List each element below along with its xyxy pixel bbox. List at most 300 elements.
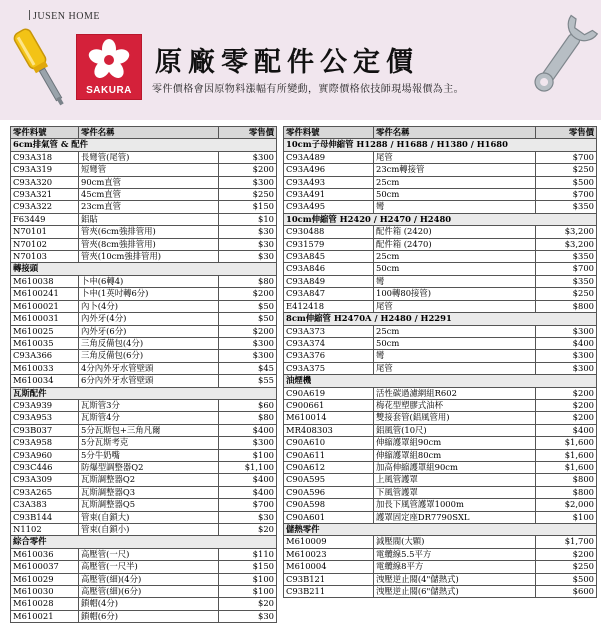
retail-price: $350 — [536, 251, 597, 263]
table-row — [11, 573, 277, 585]
table-row — [11, 586, 277, 598]
table-row — [11, 226, 277, 238]
table-row — [11, 412, 277, 424]
retail-price: $30 — [219, 251, 277, 263]
part-name: 雙接套管(鋁風管用) — [374, 412, 536, 424]
part-name: 上風管護罩 — [374, 474, 536, 486]
table-row — [11, 201, 277, 213]
retail-price: $700 — [536, 151, 597, 163]
sakura-flower-icon — [87, 38, 131, 82]
retail-price: $200 — [219, 325, 277, 337]
retail-price: $1,700 — [536, 536, 597, 548]
category-row — [284, 313, 597, 325]
part-name: 梅花型塑膠式油杯 — [374, 399, 536, 411]
table-row — [284, 437, 597, 449]
table-row — [11, 164, 277, 176]
table-row — [11, 461, 277, 473]
table-row — [284, 263, 597, 275]
part-code: C93A373 — [284, 325, 374, 337]
retail-price: $1,600 — [536, 437, 597, 449]
retail-price: $300 — [219, 176, 277, 188]
part-name: 23cm轉接管 — [374, 164, 536, 176]
retail-price: $30 — [219, 226, 277, 238]
part-name: 瓦斯調整器Q2 — [79, 474, 219, 486]
left-price-table — [10, 126, 277, 623]
part-name: 50cm — [374, 263, 536, 275]
part-name: 鎖帽(6分) — [79, 610, 219, 622]
part-code: M610023 — [284, 548, 374, 560]
retail-price: $20 — [219, 524, 277, 536]
retail-price: $300 — [536, 362, 597, 374]
part-code: E412418 — [284, 300, 374, 312]
retail-price: $300 — [536, 325, 597, 337]
table-row — [284, 201, 597, 213]
part-name: 三角反備包(4分) — [79, 337, 219, 349]
category-label: 6cm排氣管 & 配件 — [11, 139, 277, 151]
table-row — [284, 412, 597, 424]
table-row — [11, 288, 277, 300]
part-name: 卜申(6轉4) — [79, 275, 219, 287]
header-banner — [0, 0, 601, 120]
table-row — [284, 164, 597, 176]
retail-price: $30 — [219, 610, 277, 622]
part-code: C90A598 — [284, 499, 374, 511]
retail-price: $400 — [536, 424, 597, 436]
category-label: 8cm伸縮管 H2470A / H2480 / H2291 — [284, 313, 597, 325]
retail-price: $200 — [536, 548, 597, 560]
table-row — [11, 511, 277, 523]
retail-price: $100 — [219, 449, 277, 461]
retail-price: $500 — [536, 573, 597, 585]
part-name: 尾管 — [374, 151, 536, 163]
part-name: 減壓閥(大顆) — [374, 536, 536, 548]
part-code: F63449 — [11, 213, 79, 225]
table-row — [11, 548, 277, 560]
retail-price: $600 — [536, 586, 597, 598]
retail-price: $800 — [536, 486, 597, 498]
table-row — [284, 511, 597, 523]
part-code: C93A491 — [284, 189, 374, 201]
part-name: 洩壓逆止閥(4"儲熱式) — [374, 573, 536, 585]
retail-price: $80 — [219, 275, 277, 287]
part-code: C93C446 — [11, 461, 79, 473]
part-name: 高壓管(細)(4分) — [79, 573, 219, 585]
part-code: C93A319 — [11, 164, 79, 176]
part-name: 彎 — [374, 275, 536, 287]
part-code: M610021 — [11, 610, 79, 622]
retail-price: $30 — [219, 511, 277, 523]
part-name: 彎 — [374, 201, 536, 213]
part-name: 5分瓦斯考克 — [79, 437, 219, 449]
retail-price: $3,200 — [536, 238, 597, 250]
part-code: M610036 — [11, 548, 79, 560]
part-name: 25cm — [374, 251, 536, 263]
part-code: M6100241 — [11, 288, 79, 300]
part-code: C90A619 — [284, 387, 374, 399]
category-label: 瓦斯配件 — [11, 387, 277, 399]
part-name: 加高伸縮護罩組90cm — [374, 461, 536, 473]
part-code: C93A376 — [284, 350, 374, 362]
table-row — [284, 251, 597, 263]
retail-price: $300 — [219, 337, 277, 349]
part-code: C93A489 — [284, 151, 374, 163]
part-code: M610034 — [11, 375, 79, 387]
table-row — [11, 486, 277, 498]
part-code: C93A375 — [284, 362, 374, 374]
part-name: 電纜線8平方 — [374, 561, 536, 573]
part-code: M610028 — [11, 598, 79, 610]
table-row — [11, 449, 277, 461]
part-code: C93A309 — [11, 474, 79, 486]
part-code: C93A847 — [284, 288, 374, 300]
table-row — [11, 238, 277, 250]
retail-price: $60 — [219, 399, 277, 411]
table-row — [11, 598, 277, 610]
table-row — [11, 313, 277, 325]
part-name: 加長下風管護罩1000m — [374, 499, 536, 511]
part-code: C93A322 — [11, 201, 79, 213]
table-row — [284, 548, 597, 560]
category-row — [11, 387, 277, 399]
part-name: 尾管 — [374, 300, 536, 312]
table-row — [11, 251, 277, 263]
brand-name: JUSEN HOME — [26, 10, 100, 22]
part-name: 25cm — [374, 325, 536, 337]
part-name: 活性碳過濾網組R602 — [374, 387, 536, 399]
part-code: C93A496 — [284, 164, 374, 176]
part-name: 管夾(8cm強排管用) — [79, 238, 219, 250]
screwdriver-icon — [6, 18, 76, 113]
table-row — [11, 437, 277, 449]
column-header: 零件料號 — [284, 127, 374, 139]
part-name: 下風管護罩 — [374, 486, 536, 498]
table-row — [284, 499, 597, 511]
part-code: C90A596 — [284, 486, 374, 498]
part-name: 電纜線5.5平方 — [374, 548, 536, 560]
table-row — [284, 474, 597, 486]
table-row — [11, 561, 277, 573]
table-row — [11, 189, 277, 201]
retail-price: $250 — [536, 561, 597, 573]
retail-price: $400 — [536, 337, 597, 349]
part-code: M610009 — [284, 536, 374, 548]
part-code: M610004 — [284, 561, 374, 573]
table-row — [11, 610, 277, 622]
part-code: C93A493 — [284, 176, 374, 188]
retail-price: $300 — [219, 151, 277, 163]
part-name: 50cm — [374, 337, 536, 349]
part-name: 45cm直管 — [79, 189, 219, 201]
retail-price: $200 — [536, 412, 597, 424]
part-name: 4分內外牙水管壁頭 — [79, 362, 219, 374]
retail-price: $700 — [536, 189, 597, 201]
category-row — [11, 263, 277, 275]
retail-price: $3,200 — [536, 226, 597, 238]
retail-price: $400 — [219, 486, 277, 498]
part-code: M610014 — [284, 412, 374, 424]
retail-price: $2,000 — [536, 499, 597, 511]
retail-price: $110 — [219, 548, 277, 560]
part-code: M610038 — [11, 275, 79, 287]
category-row — [284, 524, 597, 536]
part-name: 配件箱 (2420) — [374, 226, 536, 238]
part-name: 鋁貼 — [79, 213, 219, 225]
retail-price: $55 — [219, 375, 277, 387]
table-row — [11, 337, 277, 349]
part-name: 管夾(6cm強排管用) — [79, 226, 219, 238]
part-name: 伸縮護罩組80cm — [374, 449, 536, 461]
category-label: 綜合零件 — [11, 536, 277, 548]
part-code: N70102 — [11, 238, 79, 250]
part-name: 三角反備包(6分) — [79, 350, 219, 362]
retail-price: $200 — [536, 387, 597, 399]
retail-price: $300 — [219, 437, 277, 449]
retail-price: $350 — [536, 201, 597, 213]
part-name: 高壓管(一尺半) — [79, 561, 219, 573]
part-code: C93B037 — [11, 424, 79, 436]
retail-price: $1,600 — [536, 461, 597, 473]
retail-price: $150 — [219, 201, 277, 213]
retail-price: $250 — [536, 288, 597, 300]
column-header: 零售價 — [536, 127, 597, 139]
part-code: C90A611 — [284, 449, 374, 461]
category-label: 轉接頭 — [11, 263, 277, 275]
retail-price: $100 — [219, 573, 277, 585]
right-price-table — [283, 126, 597, 598]
retail-price: $20 — [219, 598, 277, 610]
part-code: MR408303 — [284, 424, 374, 436]
table-row — [284, 325, 597, 337]
part-name: 瓦斯管4分 — [79, 412, 219, 424]
table-row — [284, 399, 597, 411]
part-name: 內外牙(4分) — [79, 313, 219, 325]
table-row — [284, 288, 597, 300]
table-row — [284, 461, 597, 473]
part-name: 23cm直管 — [79, 201, 219, 213]
sakura-logo — [76, 34, 142, 100]
part-code: N70103 — [11, 251, 79, 263]
table-row — [284, 300, 597, 312]
table-row — [11, 275, 277, 287]
retail-price: $1,600 — [536, 449, 597, 461]
table-row — [11, 399, 277, 411]
column-header: 零件名稱 — [374, 127, 536, 139]
part-name: 配件箱 (2470) — [374, 238, 536, 250]
page-subtitle: 零件價格會因原物料漲幅有所變動，實際價格依技師現場報價為主。 — [152, 84, 464, 95]
table-row — [284, 226, 597, 238]
part-code: M610033 — [11, 362, 79, 374]
retail-price: $10 — [219, 213, 277, 225]
table-row — [11, 362, 277, 374]
page-title: 原廠零配件公定價 — [155, 47, 419, 78]
part-code: C93A495 — [284, 201, 374, 213]
part-name: 瓦斯調整器Q3 — [79, 486, 219, 498]
table-row — [11, 524, 277, 536]
part-code: C90A595 — [284, 474, 374, 486]
part-name: 5分牛奶嘴 — [79, 449, 219, 461]
part-code: C90A610 — [284, 437, 374, 449]
table-row — [284, 424, 597, 436]
table-row — [284, 586, 597, 598]
part-code: C93A366 — [11, 350, 79, 362]
retail-price: $100 — [536, 511, 597, 523]
table-row — [284, 350, 597, 362]
table-row — [11, 325, 277, 337]
table-row — [11, 350, 277, 362]
table-row — [284, 238, 597, 250]
table-row — [284, 189, 597, 201]
part-code: C93A321 — [11, 189, 79, 201]
part-code: C93A845 — [284, 251, 374, 263]
part-name: 高壓管(一尺) — [79, 548, 219, 560]
part-name: 卜申(1英吋轉6分) — [79, 288, 219, 300]
part-name: 管束(自鎖大) — [79, 511, 219, 523]
part-code: C93A960 — [11, 449, 79, 461]
part-code: C931579 — [284, 238, 374, 250]
retail-price: $800 — [536, 474, 597, 486]
table-row — [284, 561, 597, 573]
part-code: M610035 — [11, 337, 79, 349]
part-code: C93A958 — [11, 437, 79, 449]
part-code: M610030 — [11, 586, 79, 598]
part-code: C930488 — [284, 226, 374, 238]
retail-price: $200 — [219, 164, 277, 176]
retail-price: $100 — [219, 586, 277, 598]
part-name: 洩壓逆止閥(6"儲熱式) — [374, 586, 536, 598]
part-name: 彎 — [374, 350, 536, 362]
part-code: C90A612 — [284, 461, 374, 473]
category-row — [284, 139, 597, 151]
part-code: M610029 — [11, 573, 79, 585]
part-name: 內外牙(6分) — [79, 325, 219, 337]
part-name: 瓦斯調整器Q5 — [79, 499, 219, 511]
table-row — [284, 387, 597, 399]
part-name: 90cm直管 — [79, 176, 219, 188]
part-name: 鋁風管(10尺) — [374, 424, 536, 436]
part-code: M6100037 — [11, 561, 79, 573]
part-name: 5分瓦斯包+三角凡爾 — [79, 424, 219, 436]
retail-price: $700 — [219, 499, 277, 511]
retail-price: $300 — [536, 350, 597, 362]
part-code: N70101 — [11, 226, 79, 238]
part-name: 50cm — [374, 189, 536, 201]
part-name: 鎖帽(4分) — [79, 598, 219, 610]
part-name: 管夾(10cm強排管用) — [79, 251, 219, 263]
part-code: M6100021 — [11, 300, 79, 312]
part-code: C93A953 — [11, 412, 79, 424]
table-row — [284, 449, 597, 461]
part-code: N1102 — [11, 524, 79, 536]
table-header-row — [11, 127, 277, 139]
category-label: 儲熱零件 — [284, 524, 597, 536]
retail-price: $700 — [536, 263, 597, 275]
category-row — [11, 139, 277, 151]
part-name: 6分內外牙水管壁頭 — [79, 375, 219, 387]
retail-price: $200 — [219, 288, 277, 300]
category-row — [11, 536, 277, 548]
retail-price: $800 — [536, 300, 597, 312]
retail-price: $300 — [219, 350, 277, 362]
part-code: C93A846 — [284, 263, 374, 275]
table-row — [284, 536, 597, 548]
table-row — [11, 176, 277, 188]
retail-price: $400 — [219, 424, 277, 436]
part-code: C93A318 — [11, 151, 79, 163]
category-label: 10cm子母伸縮管 H1288 / H1688 / H1380 / H1680 — [284, 139, 597, 151]
part-name: 短彎管 — [79, 164, 219, 176]
part-code: M610025 — [11, 325, 79, 337]
part-code: M6100031 — [11, 313, 79, 325]
retail-price: $1,100 — [219, 461, 277, 473]
logo-text: SAKURA — [86, 85, 132, 96]
retail-price: $30 — [219, 238, 277, 250]
table-row — [284, 151, 597, 163]
wrench-icon — [525, 10, 600, 100]
part-name: 瓦斯管3分 — [79, 399, 219, 411]
part-name: 高壓管(細)(6分) — [79, 586, 219, 598]
retail-price: $80 — [219, 412, 277, 424]
table-row — [284, 362, 597, 374]
part-code: C93B144 — [11, 511, 79, 523]
category-label: 油煙機 — [284, 375, 597, 387]
table-row — [11, 499, 277, 511]
retail-price: $150 — [219, 561, 277, 573]
retail-price: $50 — [219, 300, 277, 312]
retail-price: $45 — [219, 362, 277, 374]
part-code: C93A939 — [11, 399, 79, 411]
column-header: 零售價 — [219, 127, 277, 139]
part-name: 100轉80接管) — [374, 288, 536, 300]
part-code: C93A374 — [284, 337, 374, 349]
part-name: 管束(自鎖小) — [79, 524, 219, 536]
part-name: 防爆型調整器Q2 — [79, 461, 219, 473]
category-row — [284, 375, 597, 387]
table-row — [284, 176, 597, 188]
table-row — [11, 474, 277, 486]
category-label: 10cm伸縮管 H2420 / H2470 / H2480 — [284, 213, 597, 225]
retail-price: $400 — [219, 474, 277, 486]
part-code: C93A265 — [11, 486, 79, 498]
part-code: C93B121 — [284, 573, 374, 585]
table-row — [284, 275, 597, 287]
retail-price: $500 — [536, 176, 597, 188]
table-row — [11, 424, 277, 436]
table-row — [284, 337, 597, 349]
category-row — [284, 213, 597, 225]
table-row — [11, 375, 277, 387]
part-name: 內卜(4分) — [79, 300, 219, 312]
retail-price: $250 — [536, 164, 597, 176]
table-row — [11, 151, 277, 163]
column-header: 零件料號 — [11, 127, 79, 139]
retail-price: $50 — [219, 313, 277, 325]
column-header: 零件名稱 — [79, 127, 219, 139]
part-code: C93A320 — [11, 176, 79, 188]
part-name: 尾管 — [374, 362, 536, 374]
part-name: 護罩固定座DR7790SXL — [374, 511, 536, 523]
part-code: C3A383 — [11, 499, 79, 511]
table-row — [11, 300, 277, 312]
part-name: 25cm — [374, 176, 536, 188]
table-row — [11, 213, 277, 225]
retail-price: $250 — [219, 189, 277, 201]
retail-price: $350 — [536, 275, 597, 287]
part-code: C900661 — [284, 399, 374, 411]
table-header-row — [284, 127, 597, 139]
part-name: 長彎管(尾管) — [79, 151, 219, 163]
table-row — [284, 486, 597, 498]
part-name: 伸縮護罩組90cm — [374, 437, 536, 449]
